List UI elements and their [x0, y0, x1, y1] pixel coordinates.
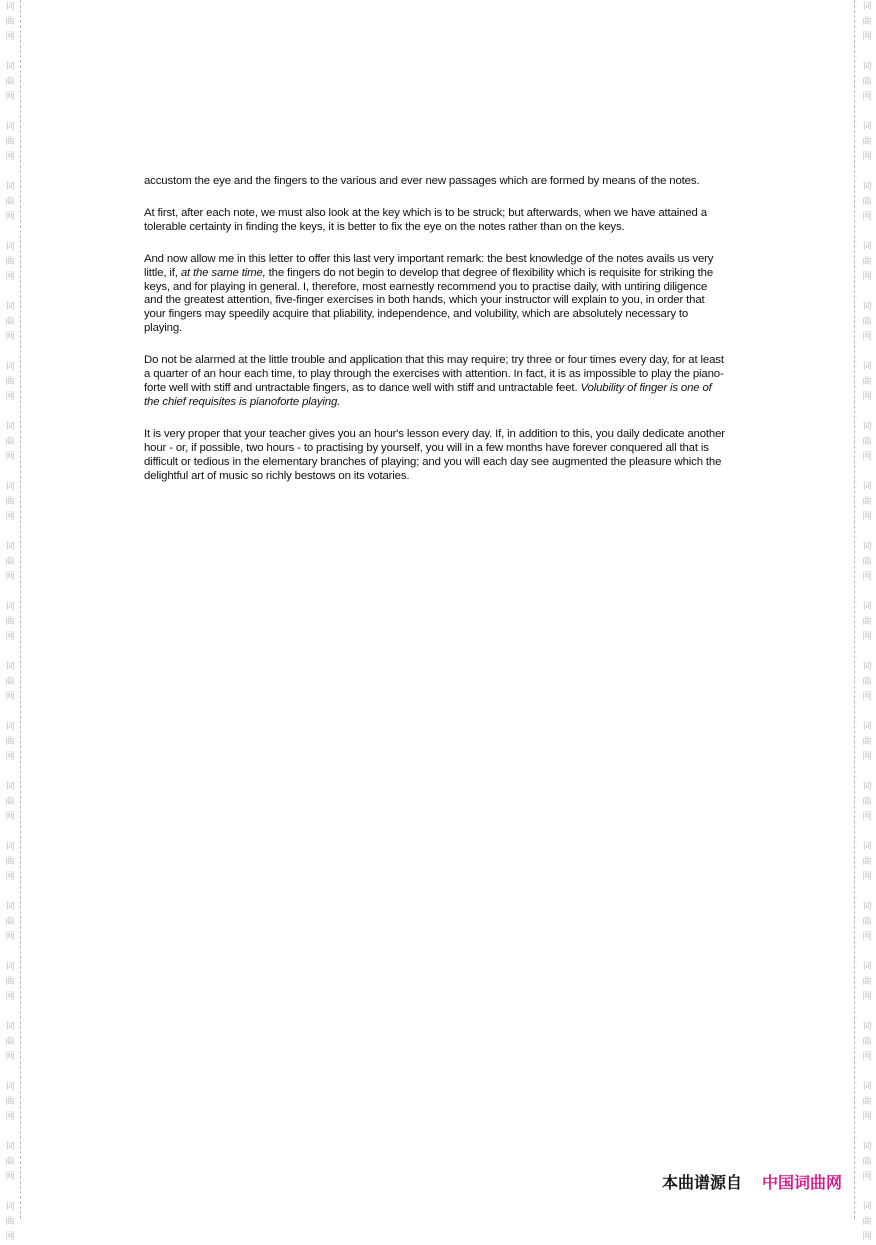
- watermark-glyphs: [860, 1020, 874, 1065]
- watermark-char: 曲: [5, 1217, 15, 1227]
- watermark-glyphs: [860, 60, 874, 105]
- text-run: At first, after each note, we must also look at the key which is to be struck; but afterwards, when we have attained a tolerable certainty in finding the keys, it is better to fix the eye on the notes rather than on the keys.: [144, 206, 707, 233]
- watermark-char: 网: [5, 1052, 15, 1062]
- watermark-char: 网: [862, 92, 872, 102]
- watermark-glyphs: [3, 1080, 17, 1125]
- watermark-char: 网: [5, 1172, 15, 1182]
- watermark-char: 曲: [5, 257, 15, 267]
- watermark-char: 词: [862, 782, 872, 792]
- watermark-char: 网: [862, 152, 872, 162]
- watermark-char: 词: [862, 482, 872, 492]
- right-watermark-margin: [854, 0, 876, 1242]
- watermark-char: 曲: [5, 17, 15, 27]
- watermark-glyphs: [860, 840, 874, 885]
- watermark-glyphs: [3, 360, 17, 405]
- italic-text: at the same time,: [180, 266, 266, 279]
- watermark-char: 曲: [5, 317, 15, 327]
- watermark-char: 词: [5, 302, 15, 312]
- watermark-char: 曲: [862, 797, 872, 807]
- watermark-char: 曲: [862, 917, 872, 927]
- watermark-char: 曲: [5, 977, 15, 987]
- watermark-char: 网: [5, 332, 15, 342]
- watermark-char: 词: [5, 1022, 15, 1032]
- watermark-glyphs: [3, 540, 17, 585]
- watermark-glyphs: [860, 720, 874, 765]
- text-run: And now allow me in this letter to offer this last very important remark: the best knowledge of the notes avails us very little, if,: [144, 252, 714, 279]
- watermark-char: 曲: [5, 917, 15, 927]
- watermark-char: 网: [5, 932, 15, 942]
- watermark-char: 曲: [862, 137, 872, 147]
- text-run: accustom the eye and the fingers to the various and ever new passages which are formed by means of the notes.: [144, 175, 700, 187]
- watermark-char: 曲: [5, 377, 15, 387]
- watermark-glyphs: [3, 240, 17, 285]
- watermark-char: 网: [5, 692, 15, 702]
- watermark-char: 词: [5, 242, 15, 252]
- watermark-char: 曲: [5, 857, 15, 867]
- watermark-char: 曲: [5, 497, 15, 507]
- watermark-glyphs: [3, 1140, 17, 1185]
- watermark-char: 词: [5, 2, 15, 12]
- watermark-char: 词: [862, 302, 872, 312]
- watermark-char: 词: [862, 842, 872, 852]
- paragraph: [144, 207, 726, 235]
- watermark-glyphs: [3, 60, 17, 105]
- watermark-char: 词: [5, 422, 15, 432]
- paragraph: [144, 354, 726, 410]
- watermark-char: 网: [5, 632, 15, 642]
- left-dashed-rule: [20, 0, 21, 1219]
- watermark-glyphs: [860, 600, 874, 645]
- watermark-glyphs: [3, 300, 17, 345]
- watermark-char: 曲: [862, 437, 872, 447]
- watermark-char: 网: [862, 992, 872, 1002]
- watermark-char: 曲: [5, 1097, 15, 1107]
- text-run: the fingers do not begin to develop that degree of flexibility which is requisite for striking the keys, and for playing in general. I, therefore, most earnestly recommend you to practise daily, with untiring diligence and the greatest attention, five-finger exercises in both hands, which your instructor will explain to you, in order that your fingers may speedily acquire that pliability, independence, and volubility, which are absolutely necessary to playing.: [144, 266, 714, 335]
- watermark-char: 曲: [862, 557, 872, 567]
- watermark-char: 词: [862, 242, 872, 252]
- watermark-char: 网: [5, 752, 15, 762]
- watermark-char: 网: [862, 872, 872, 882]
- page-footer: [662, 1170, 842, 1193]
- watermark-char: 词: [862, 422, 872, 432]
- watermark-glyphs: [860, 1080, 874, 1125]
- watermark-char: 网: [5, 272, 15, 282]
- watermark-char: 词: [5, 1082, 15, 1092]
- watermark-char: 曲: [862, 677, 872, 687]
- watermark-char: 词: [862, 962, 872, 972]
- watermark-glyphs: [860, 480, 874, 525]
- watermark-char: 词: [5, 1202, 15, 1212]
- watermark-char: 词: [862, 542, 872, 552]
- watermark-glyphs: [3, 180, 17, 225]
- watermark-char: 词: [862, 122, 872, 132]
- watermark-glyphs: [3, 900, 17, 945]
- watermark-char: 曲: [862, 617, 872, 627]
- watermark-char: 曲: [862, 1037, 872, 1047]
- watermark-char: 曲: [862, 77, 872, 87]
- watermark-glyphs: [860, 1140, 874, 1185]
- watermark-char: 网: [862, 32, 872, 42]
- text-run: It is very proper that your teacher gives you an hour's lesson every day. If, in addition to this, you daily dedicate another hour - or, if possible, two hours - to practising by yourself, you will in a few months have forever conquered all that is difficult or tedious in the elementary branches of playing; and you will each day see augmented the pleasure which the delightful art of music so richly bestows on its votaries.: [144, 427, 725, 482]
- footer-site-name: 中国词曲网: [761, 1173, 842, 1192]
- watermark-glyphs: [3, 480, 17, 525]
- watermark-char: 词: [862, 722, 872, 732]
- watermark-char: 网: [862, 512, 872, 522]
- paragraph: [144, 428, 726, 484]
- watermark-char: 词: [862, 662, 872, 672]
- watermark-glyphs: [860, 180, 874, 225]
- watermark-char: 词: [5, 662, 15, 672]
- paragraph: [144, 253, 726, 336]
- watermark-char: 词: [5, 122, 15, 132]
- watermark-char: 词: [5, 722, 15, 732]
- watermark-char: 网: [5, 1112, 15, 1122]
- watermark-glyphs: [3, 600, 17, 645]
- watermark-glyphs: [860, 960, 874, 1005]
- watermark-char: 网: [5, 152, 15, 162]
- watermark-char: 曲: [862, 1157, 872, 1167]
- watermark-char: 曲: [862, 197, 872, 207]
- watermark-char: 词: [862, 62, 872, 72]
- watermark-char: 网: [5, 512, 15, 522]
- watermark-glyphs: [860, 360, 874, 405]
- watermark-char: 网: [862, 452, 872, 462]
- watermark-char: 词: [5, 1142, 15, 1152]
- watermark-glyphs: [860, 780, 874, 825]
- watermark-glyphs: [860, 660, 874, 705]
- watermark-char: 词: [862, 902, 872, 912]
- watermark-glyphs: [3, 420, 17, 465]
- watermark-char: 网: [862, 272, 872, 282]
- watermark-char: 网: [5, 572, 15, 582]
- watermark-char: 网: [5, 392, 15, 402]
- watermark-char: 词: [5, 62, 15, 72]
- watermark-char: 网: [5, 992, 15, 1002]
- italic-text: Volubility of finger is one of the chief requisites is pianoforte playing.: [144, 381, 712, 408]
- watermark-char: 网: [5, 872, 15, 882]
- watermark-char: 曲: [5, 137, 15, 147]
- watermark-char: 词: [5, 482, 15, 492]
- watermark-glyphs: [3, 960, 17, 1005]
- text-run: Do not be alarmed at the little trouble and application that this may require; try three or four times every day, for at least a quarter of an hour each time, to play through the exercises with attention. In fact, it is as impossible to play the piano-forte well with stiff and untractable fingers, as to dance well with stiff and untractable feet.: [144, 354, 724, 394]
- watermark-char: 曲: [862, 257, 872, 267]
- watermark-char: 网: [862, 392, 872, 402]
- watermark-glyphs: [860, 540, 874, 585]
- watermark-char: 网: [862, 1112, 872, 1122]
- watermark-char: 网: [862, 212, 872, 222]
- right-dashed-rule: [854, 0, 855, 1219]
- watermark-glyphs: [860, 300, 874, 345]
- watermark-glyphs: [860, 420, 874, 465]
- watermark-char: 词: [5, 182, 15, 192]
- watermark-char: 曲: [5, 797, 15, 807]
- watermark-char: 网: [862, 1172, 872, 1182]
- watermark-char: 曲: [862, 17, 872, 27]
- watermark-char: 词: [862, 182, 872, 192]
- watermark-char: 网: [5, 1232, 15, 1242]
- watermark-char: 词: [5, 602, 15, 612]
- watermark-char: 词: [862, 1142, 872, 1152]
- watermark-char: 网: [862, 752, 872, 762]
- watermark-glyphs: [3, 0, 17, 45]
- watermark-char: 曲: [5, 437, 15, 447]
- watermark-glyphs: [3, 660, 17, 705]
- watermark-char: 曲: [5, 617, 15, 627]
- watermark-char: 曲: [862, 1097, 872, 1107]
- watermark-char: 曲: [5, 557, 15, 567]
- watermark-glyphs: [860, 900, 874, 945]
- watermark-char: 词: [5, 362, 15, 372]
- watermark-glyphs: [860, 1200, 874, 1245]
- watermark-glyphs: [860, 0, 874, 45]
- watermark-char: 曲: [5, 197, 15, 207]
- watermark-char: 词: [5, 962, 15, 972]
- watermark-char: 曲: [862, 1217, 872, 1227]
- watermark-char: 网: [862, 692, 872, 702]
- watermark-char: 曲: [862, 857, 872, 867]
- watermark-glyphs: [3, 120, 17, 165]
- watermark-char: 网: [862, 812, 872, 822]
- watermark-char: 曲: [862, 317, 872, 327]
- watermark-char: 词: [862, 1202, 872, 1212]
- watermark-char: 词: [5, 842, 15, 852]
- watermark-char: 词: [5, 542, 15, 552]
- watermark-char: 网: [862, 632, 872, 642]
- watermark-char: 曲: [5, 1037, 15, 1047]
- watermark-char: 曲: [862, 977, 872, 987]
- watermark-char: 曲: [5, 737, 15, 747]
- watermark-char: 曲: [5, 677, 15, 687]
- watermark-glyphs: [3, 840, 17, 885]
- watermark-char: 网: [862, 1232, 872, 1242]
- watermark-char: 词: [862, 1022, 872, 1032]
- watermark-char: 曲: [862, 377, 872, 387]
- watermark-char: 网: [5, 32, 15, 42]
- watermark-char: 词: [5, 902, 15, 912]
- watermark-char: 曲: [862, 737, 872, 747]
- watermark-char: 词: [862, 602, 872, 612]
- watermark-char: 词: [862, 362, 872, 372]
- watermark-char: 网: [862, 932, 872, 942]
- watermark-char: 网: [5, 812, 15, 822]
- watermark-glyphs: [3, 780, 17, 825]
- left-watermark-margin: [0, 0, 20, 1242]
- watermark-glyphs: [3, 720, 17, 765]
- watermark-char: 网: [862, 572, 872, 582]
- watermark-char: 词: [5, 782, 15, 792]
- watermark-char: 网: [862, 332, 872, 342]
- watermark-glyphs: [3, 1200, 17, 1245]
- watermark-glyphs: [860, 240, 874, 285]
- watermark-char: 词: [862, 1082, 872, 1092]
- watermark-glyphs: [3, 1020, 17, 1065]
- footer-source-label: 本曲谱源自: [661, 1173, 742, 1192]
- watermark-glyphs: [860, 120, 874, 165]
- document-body: [144, 175, 726, 501]
- watermark-char: 网: [5, 212, 15, 222]
- watermark-char: 曲: [5, 1157, 15, 1167]
- watermark-char: 网: [5, 452, 15, 462]
- watermark-char: 网: [862, 1052, 872, 1062]
- watermark-char: 词: [862, 2, 872, 12]
- watermark-char: 曲: [862, 497, 872, 507]
- watermark-char: 曲: [5, 77, 15, 87]
- watermark-char: 网: [5, 92, 15, 102]
- paragraph: [144, 175, 726, 189]
